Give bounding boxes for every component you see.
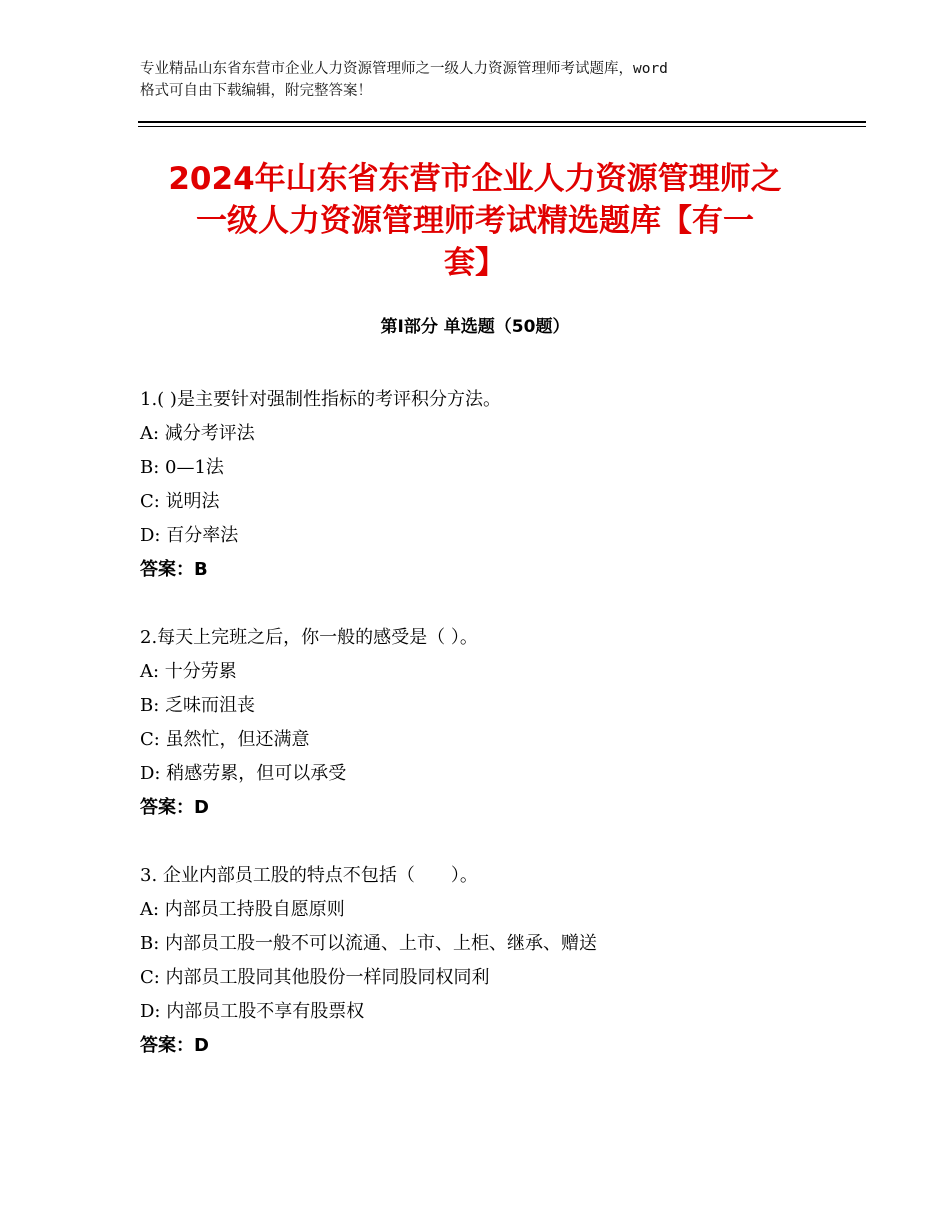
option-a: A: 内部员工持股自愿原则 xyxy=(140,899,345,920)
option-c: C: 内部员工股同其他股份一样同股同权同利 xyxy=(140,967,490,988)
header-note xyxy=(140,58,830,102)
document-title-line-2: 一级人力资源管理师考试精选题库【有一 xyxy=(196,203,754,239)
question-item xyxy=(140,859,840,1063)
question-item xyxy=(140,621,840,825)
option-c: C: 虽然忙，但还满意 xyxy=(140,729,310,750)
question-stem: 1.( )是主要针对强制性指标的考评积分方法。 xyxy=(140,389,501,410)
option-d: D: 内部员工股不享有股票权 xyxy=(140,1001,365,1022)
option-d: D: 稍感劳累，但可以承受 xyxy=(140,763,347,784)
header-divider-thin xyxy=(138,126,866,127)
option-b: B: 0—1法 xyxy=(140,457,224,478)
option-d: D: 百分率法 xyxy=(140,525,239,546)
option-c: C: 说明法 xyxy=(140,491,220,512)
question-list xyxy=(140,383,840,1097)
question-stem: 3. 企业内部员工股的特点不包括（ ）。 xyxy=(140,865,478,886)
answer-label: 答案：D xyxy=(140,1035,209,1056)
option-a: A: 减分考评法 xyxy=(140,423,255,444)
document-title-line-3: 套】 xyxy=(444,245,506,281)
answer-label: 答案：D xyxy=(140,797,209,818)
option-b: B: 乏味而沮丧 xyxy=(140,695,256,716)
header-note-line-2: 格式可自由下载编辑，附完整答案！ xyxy=(140,83,372,99)
option-b: B: 内部员工股一般不可以流通、上市、上柜、继承、赠送 xyxy=(140,933,598,954)
header-divider-thick xyxy=(138,121,866,123)
header-note-line-1: 专业精品山东省东营市企业人力资源管理师之一级人力资源管理师考试题库，word xyxy=(140,61,668,77)
document-title-line-1: 2024年山东省东营市企业人力资源管理师之 xyxy=(168,161,782,197)
option-a: A: 十分劳累 xyxy=(140,661,237,682)
question-stem: 2.每天上完班之后，你一般的感受是（ ）。 xyxy=(140,627,478,648)
document-title xyxy=(120,158,830,284)
section-heading: 第Ⅰ部分 单选题（50题） xyxy=(380,317,570,337)
question-item xyxy=(140,383,840,587)
answer-label: 答案：B xyxy=(140,559,208,580)
